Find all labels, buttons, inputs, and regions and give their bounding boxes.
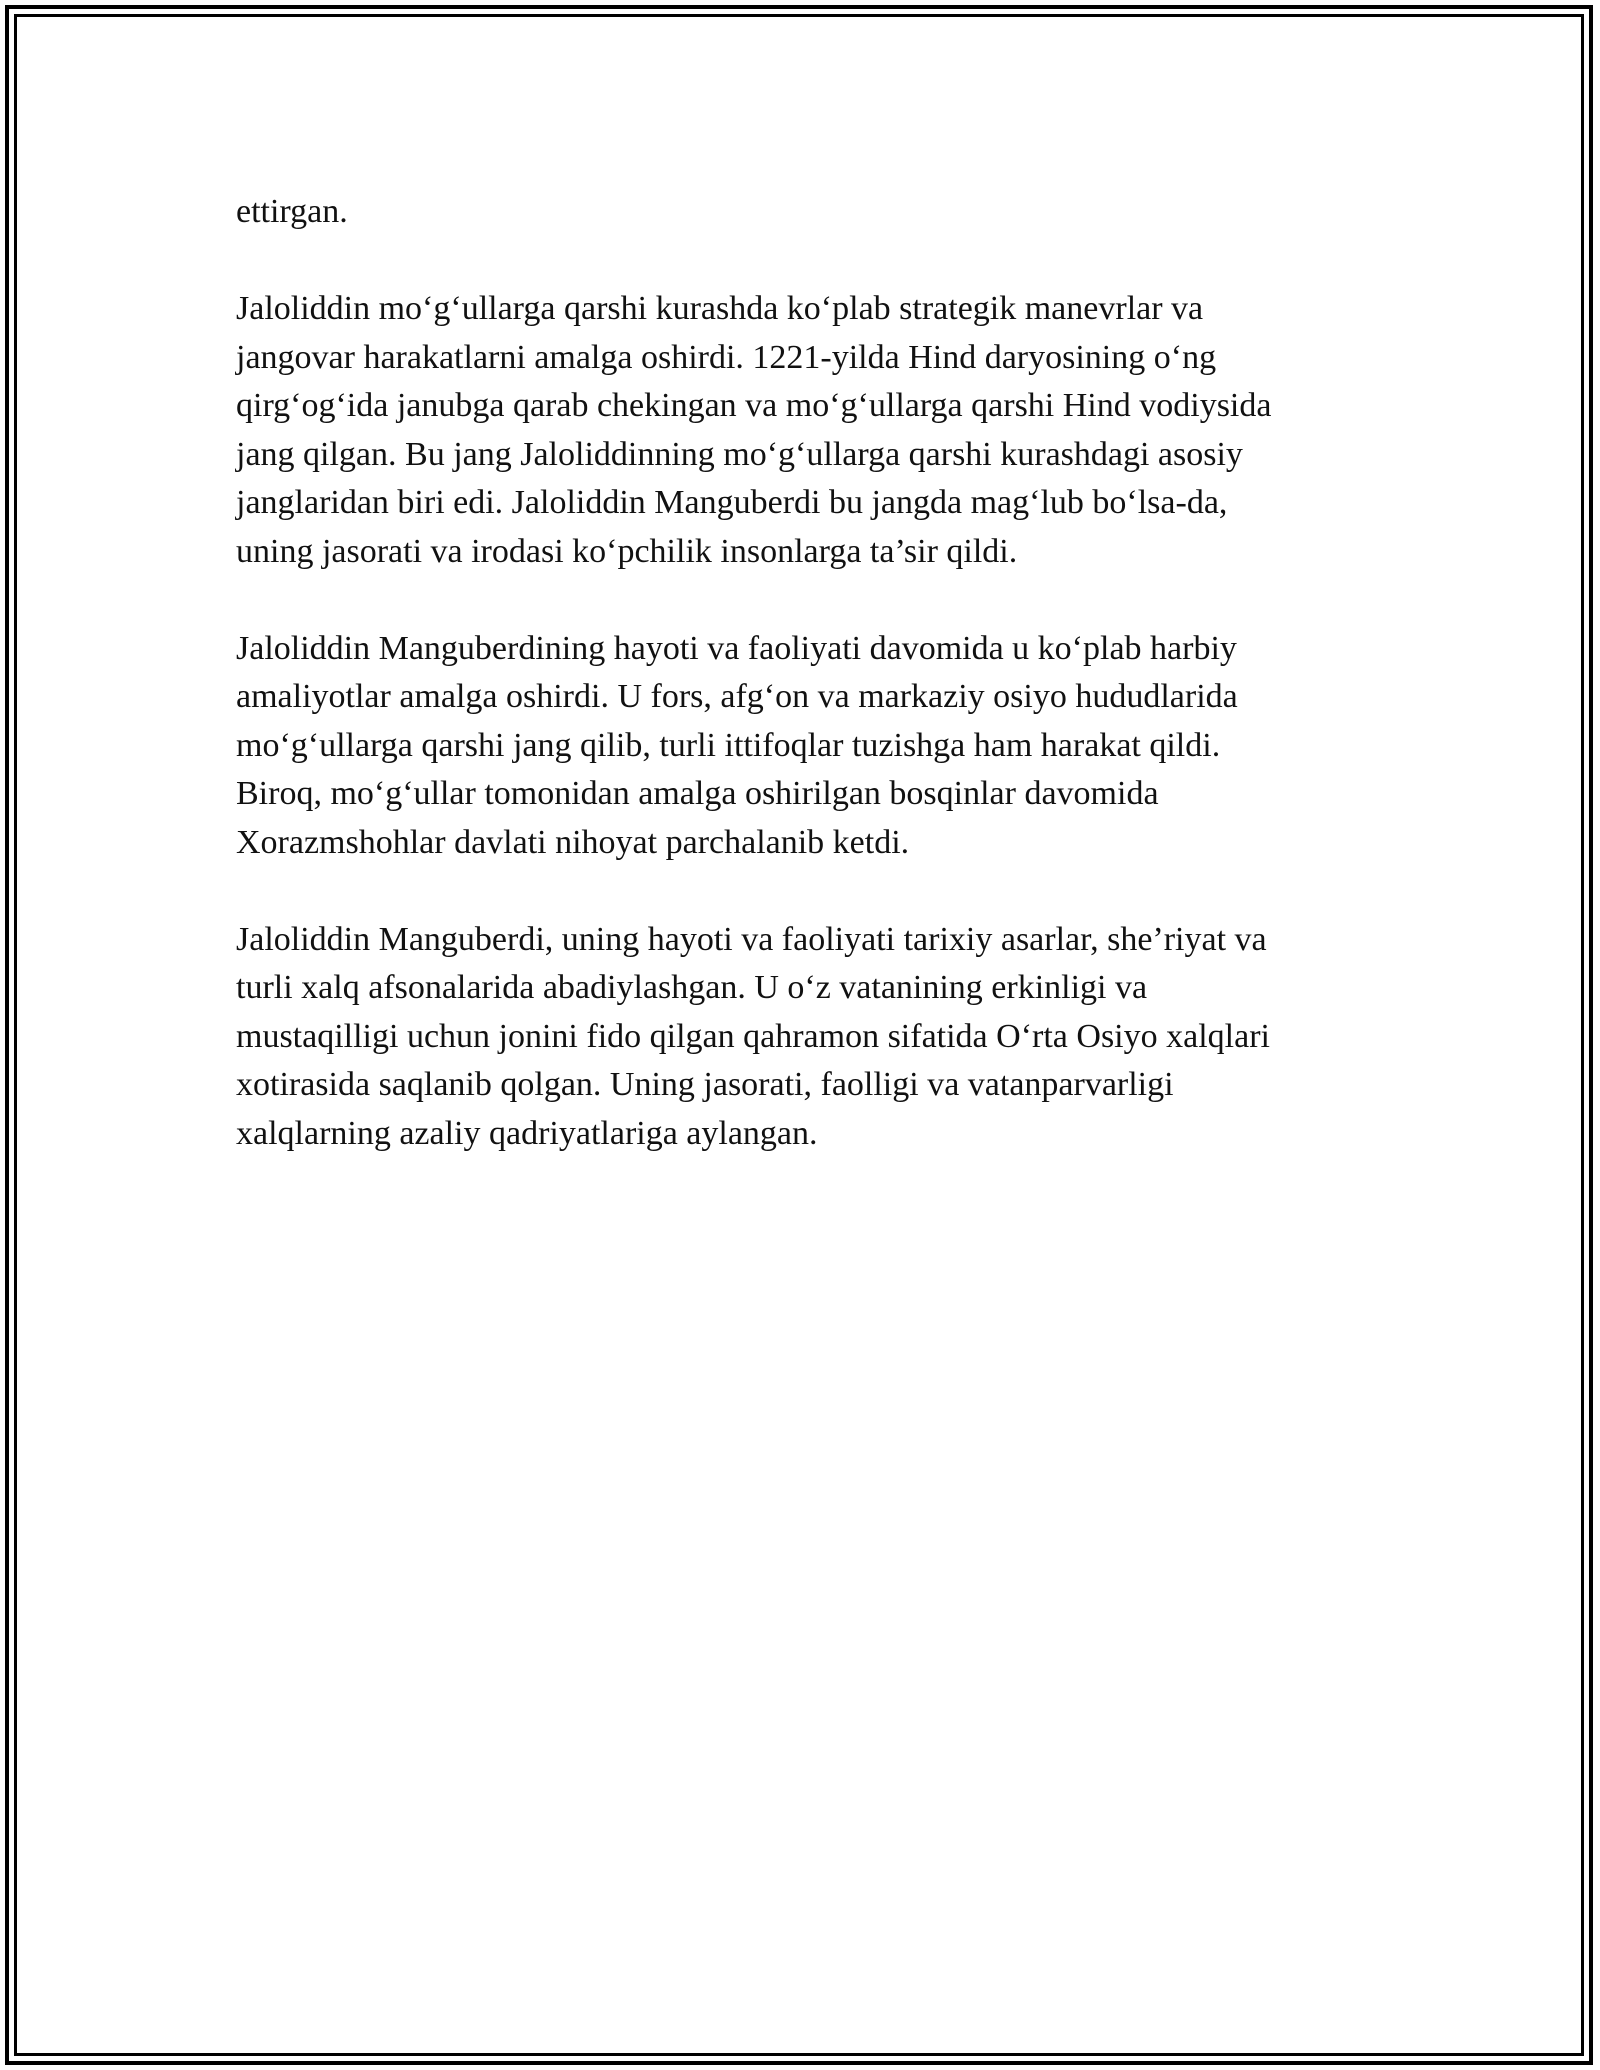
- text-line: xotirasida saqlanib qolgan. Uning jasorati, faolligi va vatanparvarligi: [236, 1066, 1174, 1103]
- paragraph: [236, 625, 1366, 868]
- paragraph: [236, 285, 1366, 576]
- text-line: Jaloliddin Manguberdining hayoti va faoliyati davomida u ko‘plab harbiy: [236, 629, 1237, 667]
- text-line: xalqlarning azaliy qadriyatlariga aylangan.: [236, 1114, 818, 1152]
- paragraph: [236, 188, 1366, 237]
- text-line: ettirgan.: [236, 193, 348, 230]
- text-line: turli xalq afsonalarida abadiylashgan. U o‘z vatanining erkinligi va: [236, 969, 1148, 1006]
- text-line: amaliyotlar amalga oshirdi. U fors, afg‘on va markaziy osiyo hududlarida: [236, 678, 1238, 715]
- document-body: [236, 188, 1366, 1207]
- text-line: mustaqilligi uchun jonini fido qilgan qahramon sifatida O‘rta Osiyo xalqlari: [236, 1017, 1270, 1055]
- text-line: uning jasorati va irodasi ko‘pchilik insonlarga ta’sir qildi.: [236, 532, 1018, 570]
- text-line: mo‘g‘ullarga qarshi jang qilib, turli ittifoqlar tuzishga ham harakat qildi.: [236, 726, 1221, 764]
- text-line: Xorazmshohlar davlati nihoyat parchalanib ketdi.: [236, 823, 910, 861]
- text-line: jangovar harakatlarni amalga oshirdi. 1221-yilda Hind daryosining o‘ng: [236, 338, 1217, 376]
- text-line: qirg‘og‘ida janubga qarab chekingan va mo‘g‘ullarga qarshi Hind vodiysida: [236, 387, 1272, 424]
- text-line: janglaridan biri edi. Jaloliddin Manguberdi bu jangda mag‘lub bo‘lsa-da,: [236, 484, 1228, 521]
- paragraph: [236, 916, 1366, 1159]
- text-line: Jaloliddin Manguberdi, uning hayoti va faoliyati tarixiy asarlar, she’riyat va: [236, 920, 1267, 958]
- text-line: jang qilgan. Bu jang Jaloliddinning mo‘g‘ullarga qarshi kurashdagi asosiy: [236, 435, 1243, 473]
- text-line: Jaloliddin mo‘g‘ullarga qarshi kurashda ko‘plab strategik manevrlar va: [236, 290, 1204, 327]
- text-line: Biroq, mo‘g‘ullar tomonidan amalga oshirilgan bosqinlar davomida: [236, 775, 1159, 812]
